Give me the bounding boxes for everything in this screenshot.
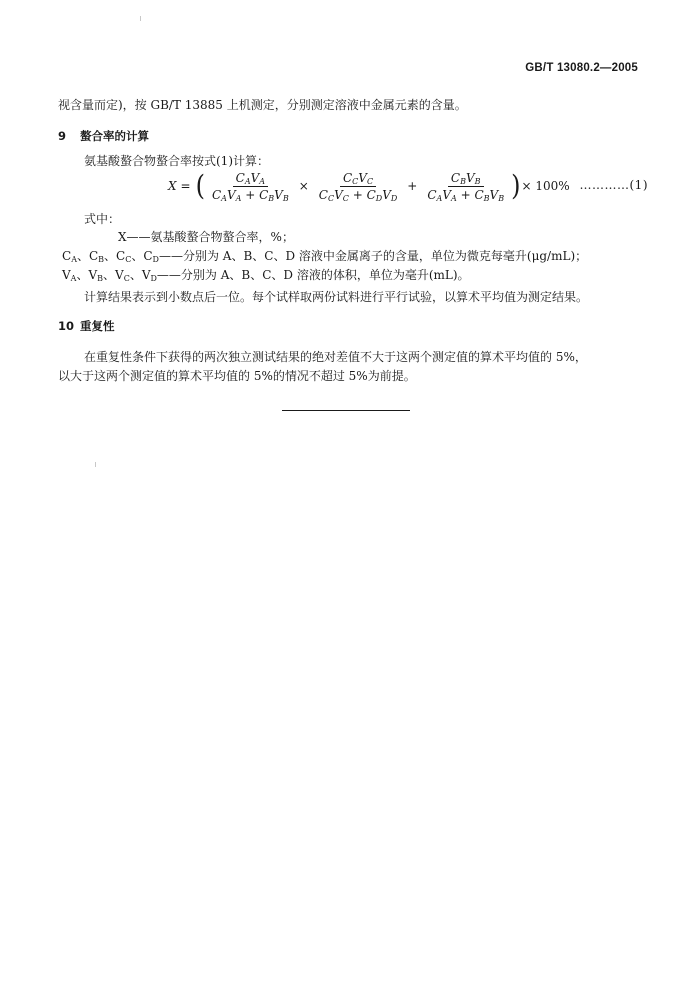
result-note: 计算结果表示到小数点后一位。每个试样取两份试料进行平行试验，以算术平均值为测定结果。 [84, 290, 589, 304]
continuation-text: 视含量而定)，按 GB/T 13885 上机测定，分别测定溶液中金属元素的含量。 [58, 98, 467, 112]
section-number: 9 [58, 129, 67, 143]
repeatability-line-2: 以大于这两个测定值的算术平均值的 5%的情况不超过 5%为前提。 [58, 369, 416, 383]
definition-volumes: $V_A$、$V_B$、$V_C$、$V_D——$分别为 A、B、C、D 溶液的体积，单位为毫升(mL)。 [62, 268, 470, 283]
formula-close-paren: ) [511, 169, 521, 203]
chelation-rate-formula [168, 166, 648, 206]
equation-number: …………(1) [579, 178, 648, 192]
definition-concentrations: $C_A$、$C_B$、$C_C$、$C_D——$分别为 A、B、C、D 溶液中金属离子的含量，单位为微克每毫升(μg/mL)； [62, 249, 588, 264]
formula-tail: × 100% [521, 179, 570, 193]
formula-fraction-2 [316, 171, 401, 202]
section-title: 重复性 [80, 319, 115, 333]
formula-plus: + [407, 179, 418, 193]
standard-code: GB/T 13080.2—2005 [525, 62, 638, 74]
formula-lhs: X [168, 179, 177, 193]
section-title: 螯合率的计算 [80, 129, 149, 143]
scan-mark [140, 16, 141, 21]
fraction-numerator: $C_BV_B$ [448, 171, 484, 187]
fraction-denominator: $C_AV_A + C_BV_B$ [211, 187, 289, 203]
fraction-numerator: $C_AV_A$ [233, 171, 268, 187]
scan-mark [95, 462, 96, 467]
formula-intro: 氨基酸螯合物螯合率按式(1)计算： [84, 154, 269, 168]
section-10-heading [58, 318, 115, 334]
repeatability-line-1: 在重复性条件下获得的两次独立测试结果的绝对差值不大于这两个测定值的算术平均值的 5%， [84, 350, 587, 364]
fraction-numerator: $C_CV_C$ [340, 171, 376, 187]
section-number: 10 [58, 319, 75, 333]
fraction-denominator: $C_CV_C + C_DV_D$ [318, 187, 398, 203]
formula-fraction-1 [209, 171, 292, 202]
formula-equals: = [180, 179, 191, 193]
definition-x: X——氨基酸螯合物螯合率，%； [118, 230, 294, 244]
section-9-heading [58, 128, 149, 144]
formula-times: × [298, 179, 309, 193]
fraction-denominator: $C_AV_A + C_BV_B$ [427, 187, 505, 203]
formula-open-paren: ( [195, 169, 205, 203]
where-label: 式中： [84, 212, 121, 226]
formula-fraction-3 [424, 171, 507, 202]
end-rule [282, 410, 410, 411]
